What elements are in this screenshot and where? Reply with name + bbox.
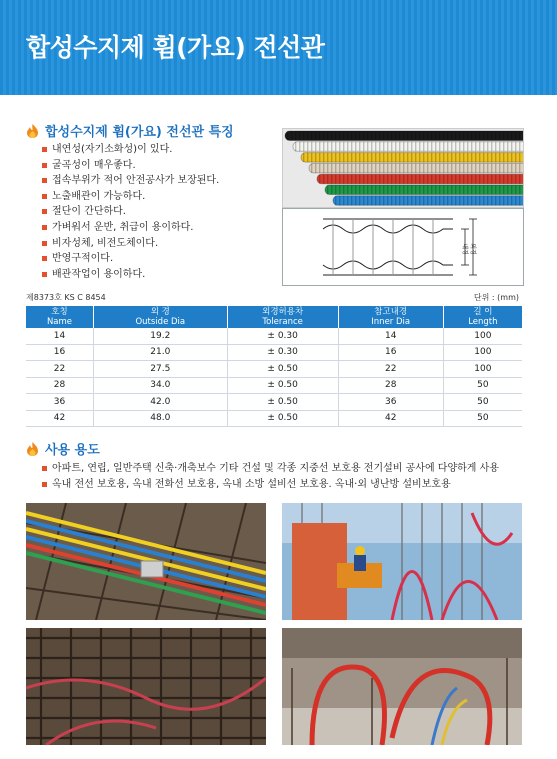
cell: 14 bbox=[26, 328, 93, 344]
header-name: 호칭 Name bbox=[26, 306, 93, 328]
cell: 50 bbox=[443, 394, 522, 411]
spec-table bbox=[26, 306, 522, 427]
photo-curved-pipes-site bbox=[282, 628, 522, 745]
cell: 22 bbox=[338, 361, 443, 378]
list-item: 내연성(자기소화성)이 있다. bbox=[42, 142, 219, 158]
cell: 28 bbox=[338, 377, 443, 394]
pipe-ribs bbox=[301, 153, 523, 163]
features-heading-text: 합성수지제 휨(가요) 전선관 특징 bbox=[45, 125, 234, 140]
photo-pipes-on-rebar bbox=[26, 503, 266, 620]
unit-label: 단위 : (mm) bbox=[473, 293, 519, 302]
cell: 50 bbox=[443, 377, 522, 394]
list-item: 굴곡성이 매우좋다. bbox=[42, 158, 219, 174]
list-item: 접속부위가 적어 안전공사가 보장된다. bbox=[42, 173, 219, 189]
cell: ± 0.50 bbox=[227, 394, 338, 411]
cell: 19.2 bbox=[93, 328, 227, 344]
pipe-ribs bbox=[309, 163, 523, 173]
list-item: 가벼워서 운반, 취급이 용이하다. bbox=[42, 220, 219, 236]
pipes-photo bbox=[282, 128, 524, 208]
pipe-ribs bbox=[325, 185, 523, 195]
pipe-ribs bbox=[285, 131, 523, 141]
page-title: 합성수지제 휨(가요) 전선관 bbox=[26, 33, 325, 62]
standard-label: 제8373호 KS C 8454 bbox=[26, 293, 106, 302]
cell: ± 0.30 bbox=[227, 328, 338, 344]
title-banner bbox=[0, 0, 557, 95]
cell: 36 bbox=[338, 394, 443, 411]
pipe-ribs bbox=[293, 142, 523, 152]
photo-rebar-grid bbox=[26, 628, 266, 745]
photo-worker-on-lift bbox=[282, 503, 522, 620]
cell: ± 0.50 bbox=[227, 377, 338, 394]
cell: 100 bbox=[443, 361, 522, 378]
cell: 42.0 bbox=[93, 394, 227, 411]
flame-icon bbox=[26, 124, 39, 138]
table-row bbox=[26, 361, 522, 378]
pipe-cross-section-diagram bbox=[282, 208, 524, 286]
cell: 16 bbox=[338, 344, 443, 361]
list-item: 배관작업이 용이하다. bbox=[42, 267, 219, 283]
features-heading bbox=[26, 121, 234, 140]
list-item: 옥내 전선 보호용, 옥내 전화선 보호용, 옥내 소방 설비선 보호용. 옥내·외 냉난방 설비보호용 bbox=[42, 477, 499, 493]
cell: 36 bbox=[26, 394, 93, 411]
cell: 48.0 bbox=[93, 410, 227, 427]
table-row bbox=[26, 344, 522, 361]
cell: 42 bbox=[338, 410, 443, 427]
pipe-ribs bbox=[333, 196, 523, 206]
cell: ± 0.50 bbox=[227, 361, 338, 378]
cell: 34.0 bbox=[93, 377, 227, 394]
cell: 22 bbox=[26, 361, 93, 378]
header-outside-dia: 외 경 Outside Dia bbox=[93, 306, 227, 328]
cell: 100 bbox=[443, 344, 522, 361]
header-length: 길 이 Length bbox=[443, 306, 522, 328]
list-item: 노출배관이 가능하다. bbox=[42, 189, 219, 205]
cell: 16 bbox=[26, 344, 93, 361]
cell: 42 bbox=[26, 410, 93, 427]
table-row bbox=[26, 328, 522, 344]
list-item: 반영구적이다. bbox=[42, 251, 219, 267]
cell: ± 0.30 bbox=[227, 344, 338, 361]
list-item: 절단이 간단하다. bbox=[42, 204, 219, 220]
cell: 28 bbox=[26, 377, 93, 394]
usage-heading bbox=[26, 439, 100, 458]
table-header-row bbox=[26, 306, 522, 328]
table-row bbox=[26, 394, 522, 411]
cell: 50 bbox=[443, 410, 522, 427]
list-item: 아파트, 연립, 일반주택 신축·개축보수 기타 건설 및 각종 지중선 보호용 전기설비 공사에 다양하게 사용 bbox=[42, 461, 499, 477]
list-item: 비자성체, 비전도체이다. bbox=[42, 236, 219, 252]
cell: 27.5 bbox=[93, 361, 227, 378]
features-list bbox=[42, 142, 219, 282]
table-row bbox=[26, 377, 522, 394]
cell: 14 bbox=[338, 328, 443, 344]
cell: 100 bbox=[443, 328, 522, 344]
cell: ± 0.50 bbox=[227, 410, 338, 427]
outer-dia-label: 외경 bbox=[469, 243, 476, 255]
flame-icon bbox=[26, 442, 39, 456]
pipe-ribs bbox=[317, 174, 523, 184]
colored-pipes-image bbox=[283, 129, 523, 207]
inner-dia-label: 내경 bbox=[461, 243, 468, 255]
header-inner-dia: 참고내경 Inner Dia bbox=[338, 306, 443, 328]
cell: 21.0 bbox=[93, 344, 227, 361]
usage-heading-text: 사용 용도 bbox=[45, 443, 100, 458]
usage-list bbox=[42, 461, 499, 492]
table-row bbox=[26, 410, 522, 427]
header-tolerance: 외경허용차 Tolerance bbox=[227, 306, 338, 328]
